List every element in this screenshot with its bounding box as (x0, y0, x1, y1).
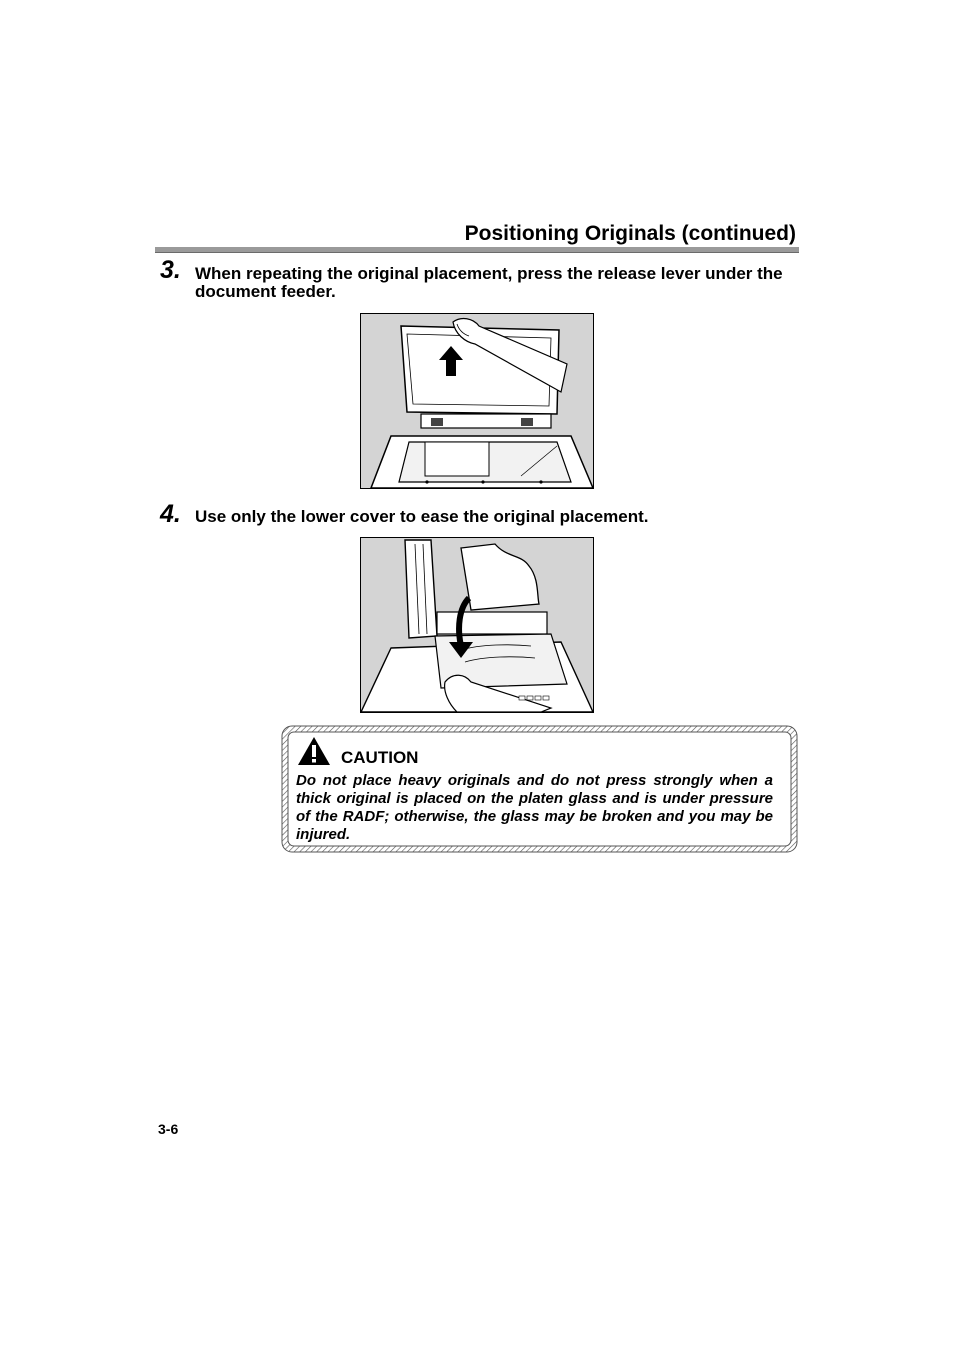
caution-text: Do not place heavy originals and do not press strongly when a thick original is placed on the platen glass and is under pressure of the RADF; otherwise, the glass may be broken and you may be injured. (296, 772, 773, 843)
release-lever-illustration (360, 313, 594, 489)
title-rule (155, 247, 799, 253)
step-3-number: 3. (160, 256, 181, 284)
lower-cover-illustration (360, 537, 594, 713)
warning-icon (297, 736, 331, 766)
caution-heading: CAUTION (341, 748, 419, 767)
step-3-text: When repeating the original placement, press the release lever under the document feeder. (195, 264, 783, 301)
step-4-text: Use only the lower cover to ease the original placement. (195, 507, 649, 526)
section-title: Positioning Originals (continued) (464, 222, 796, 245)
caution-box (280, 724, 799, 854)
step-4-number: 4. (160, 500, 181, 528)
page-number: 3-6 (158, 1121, 179, 1137)
